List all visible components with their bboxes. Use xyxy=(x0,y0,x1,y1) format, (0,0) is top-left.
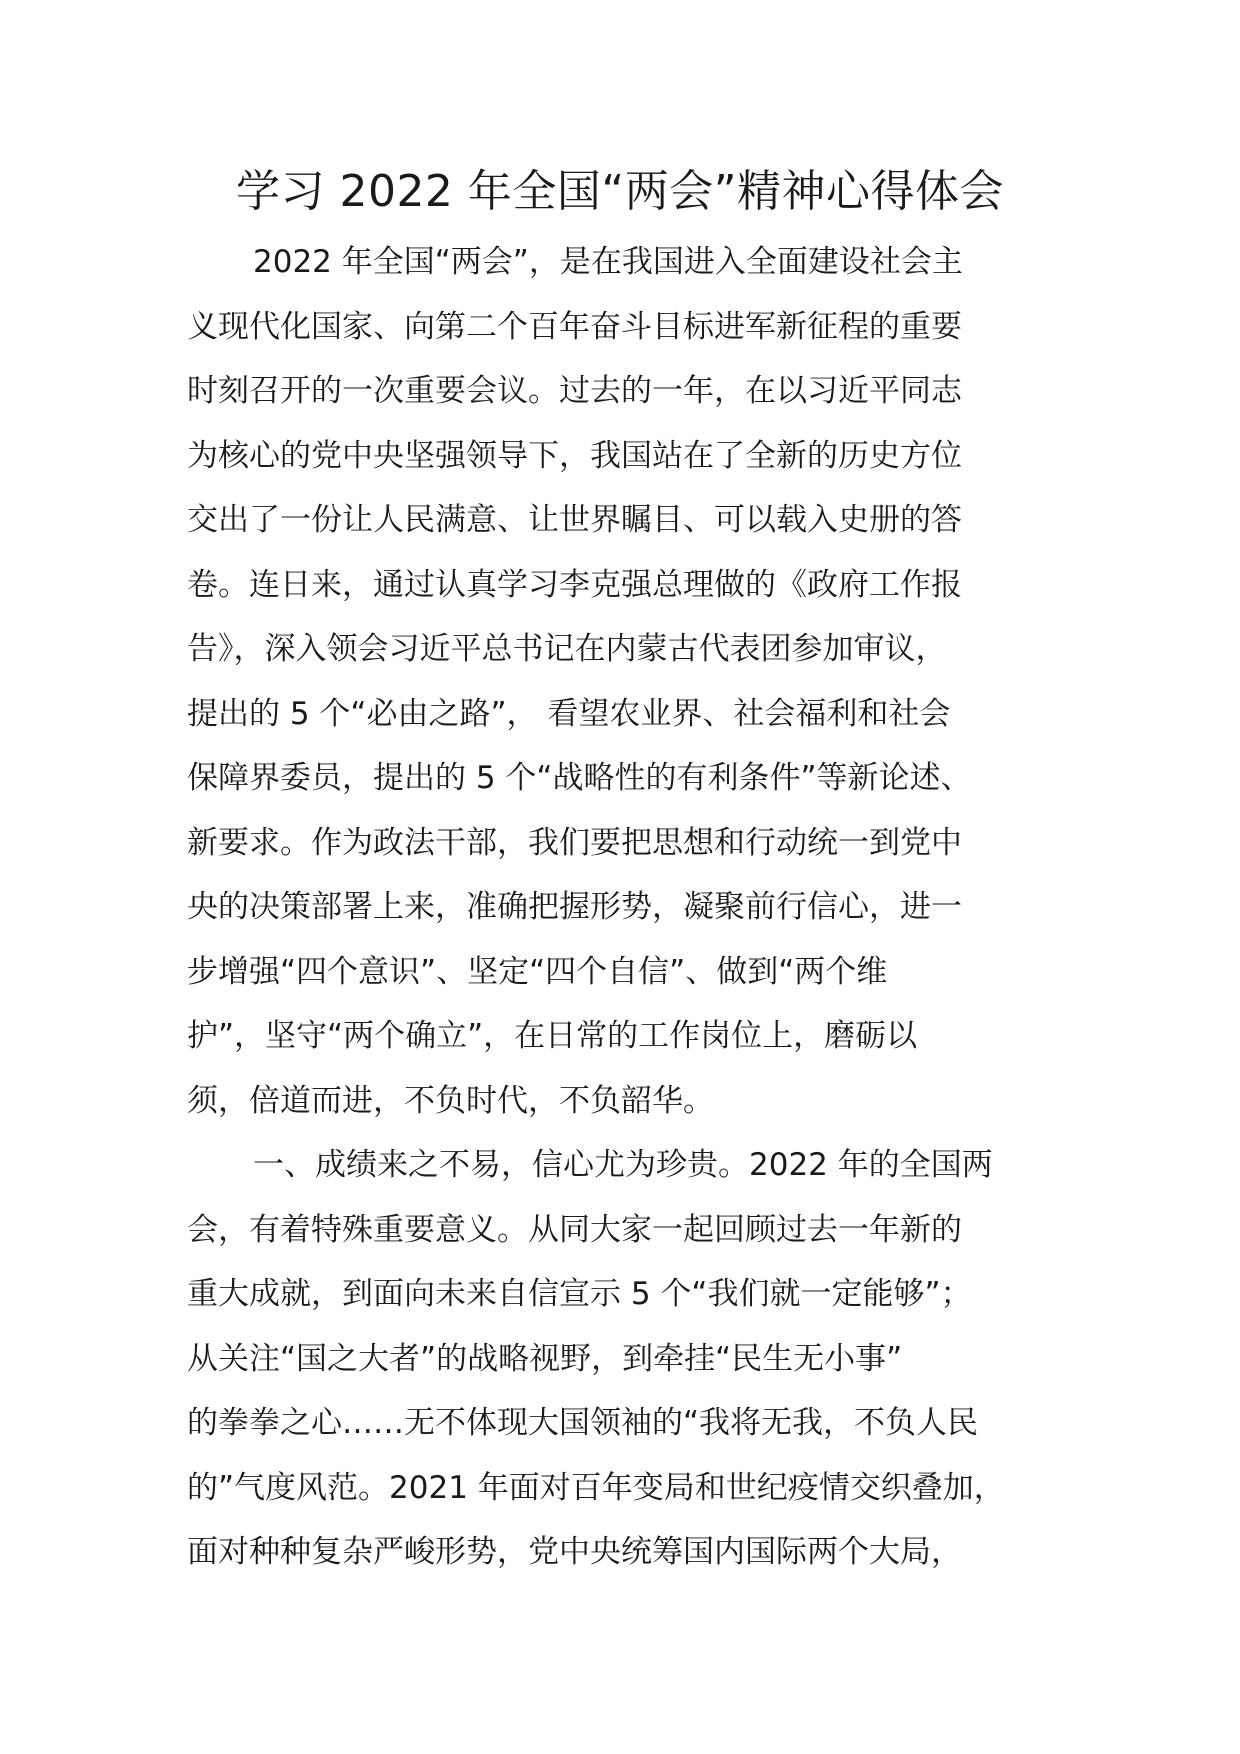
paragraph-line: 的拳拳之心……无不体现大国领袖的“我将无我，不负人民 xyxy=(187,1405,979,1441)
document-title: 学习 2022 年全国“两会”精神心得体会 xyxy=(235,166,1005,217)
document-body xyxy=(187,230,1067,1585)
paragraph-line: 重大成就，到面向未来自信宣示 5 个“我们就一定能够”； xyxy=(187,1276,972,1312)
paragraph-line: 保障界委员，提出的 5 个“战略性的有利条件”等新论述、 xyxy=(187,760,972,796)
paragraph-line: 新要求。作为政法干部，我们要把思想和行动统一到党中 xyxy=(187,824,962,861)
paragraph-line: 从关注“国之大者”的战略视野，到牵挂“民生无小事” xyxy=(187,1340,903,1377)
paragraph-line: 告》，深入领会习近平总书记在内蒙古代表团参加审议， xyxy=(187,631,947,667)
paragraph-line: 须，倍道而进，不负时代，不负韶华。 xyxy=(187,1082,714,1119)
paragraph-line: 会，有着特殊重要意义。从同大家一起回顾过去一年新的 xyxy=(187,1211,962,1248)
paragraph-line: 一、成绩来之不易，信心尤为珍贵。2022 年的全国两 xyxy=(253,1147,993,1183)
paragraph-line: 义现代化国家、向第二个百年奋斗目标进军新征程的重要 xyxy=(187,308,962,345)
paragraph-line: 央的决策部署上来，准确把握形势，凝聚前行信心，进一 xyxy=(187,889,962,925)
paragraph-line: 为核心的党中央坚强领导下，我国站在了全新的历史方位 xyxy=(187,437,962,474)
paragraph-line: 步增强“四个意识”、坚定“四个自信”、做到“两个维 xyxy=(187,953,888,990)
paragraph-line: 时刻召开的一次重要会议。过去的一年，在以习近平同志 xyxy=(187,373,962,409)
paragraph-line: 卷。连日来，通过认真学习李克强总理做的《政府工作报 xyxy=(187,566,962,603)
paragraph-line: 提出的 5 个“必由之路”， 看望农业界、社会福利和社会 xyxy=(187,695,951,732)
paragraph-line: 2022 年全国“两会”，是在我国进入全面建设社会主 xyxy=(253,244,963,280)
paragraph-line: 的”气度风范。2021 年面对百年变局和世纪疫情交织叠加， xyxy=(187,1469,1005,1506)
paragraph-line: 交出了一份让人民满意、让世界瞩目、可以载入史册的答 xyxy=(187,502,962,538)
paragraph-line: 面对种种复杂严峻形势，党中央统筹国内国际两个大局， xyxy=(187,1534,962,1570)
paragraph-line: 护”，坚守“两个确立”，在日常的工作岗位上，磨砺以 xyxy=(187,1018,918,1054)
